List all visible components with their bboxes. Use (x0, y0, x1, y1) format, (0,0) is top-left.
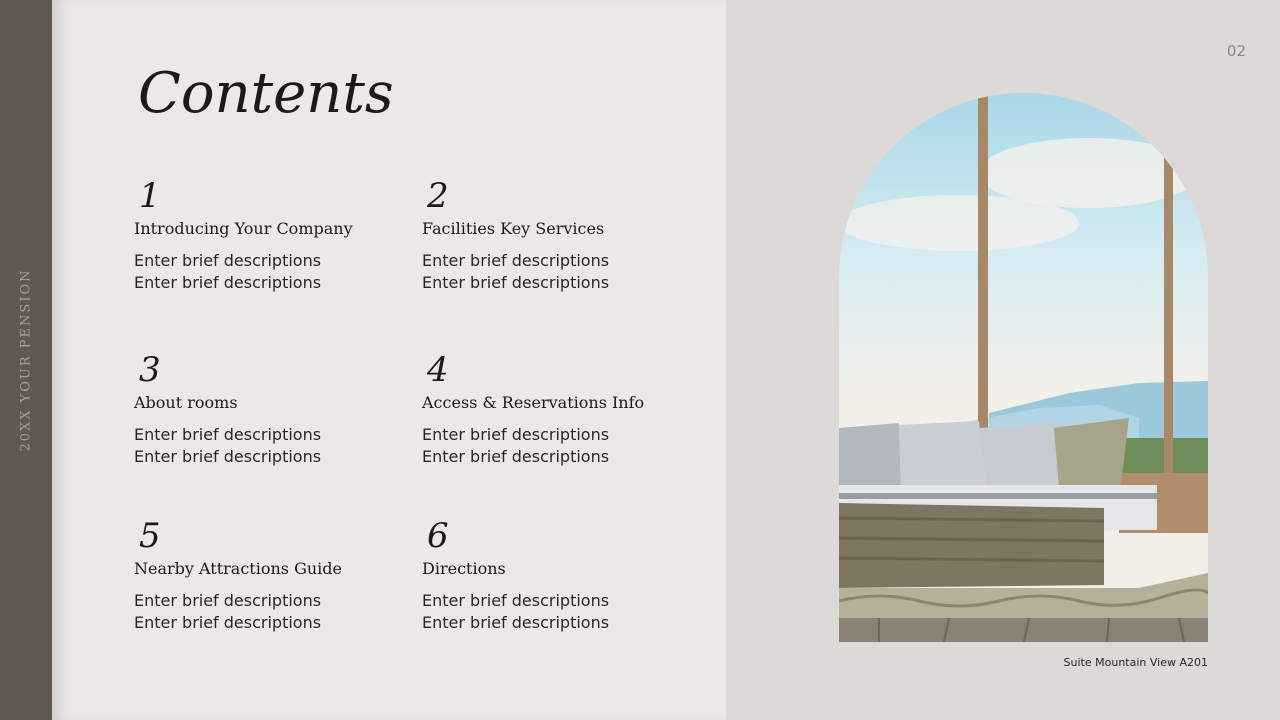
window-frame (1164, 143, 1173, 493)
bed-base (839, 503, 1104, 588)
description-line: Enter brief descriptions (422, 613, 610, 632)
item-number: 6 (427, 516, 449, 556)
floor (839, 618, 1208, 642)
item-description (134, 424, 404, 468)
item-description (422, 250, 692, 294)
mattress-stripe (839, 493, 1157, 499)
item-description (422, 590, 692, 634)
description-line: Enter brief descriptions (422, 273, 610, 292)
description-line: Enter brief descriptions (134, 425, 322, 444)
contents-item-4 (422, 350, 692, 468)
item-number: 5 (139, 516, 161, 556)
bedroom-photo (839, 93, 1208, 642)
description-line: Enter brief descriptions (422, 447, 610, 466)
description-line: Enter brief descriptions (134, 591, 322, 610)
pillow (899, 421, 987, 491)
description-line: Enter brief descriptions (422, 591, 610, 610)
description-line: Enter brief descriptions (134, 273, 322, 292)
item-title: Facilities Key Services (422, 219, 605, 238)
item-title: About rooms (134, 393, 238, 412)
contents-item-6 (422, 516, 692, 634)
pillow (979, 423, 1064, 489)
description-line: Enter brief descriptions (134, 613, 322, 632)
item-number: 4 (427, 350, 449, 390)
slide-title: Contents (138, 61, 394, 126)
item-number: 1 (139, 176, 161, 216)
cloud (839, 195, 1079, 251)
item-title: Nearby Attractions Guide (134, 559, 342, 578)
side-label: 20XX YOUR PENSION (18, 268, 34, 452)
description-line: Enter brief descriptions (134, 447, 322, 466)
item-title: Directions (422, 559, 506, 578)
photo-caption: Suite Mountain View A201 (1063, 656, 1208, 669)
contents-item-2 (422, 176, 692, 294)
item-number: 2 (427, 176, 449, 216)
contents-item-1 (134, 176, 404, 294)
description-line: Enter brief descriptions (134, 251, 322, 270)
item-description (422, 424, 692, 468)
item-title: Introducing Your Company (134, 219, 353, 238)
item-description (134, 590, 404, 634)
description-line: Enter brief descriptions (422, 251, 610, 270)
item-description (134, 250, 404, 294)
contents-item-5 (134, 516, 404, 634)
contents-item-3 (134, 350, 404, 468)
bedroom-illustration (839, 93, 1208, 642)
item-title: Access & Reservations Info (422, 393, 645, 412)
item-number: 3 (139, 350, 161, 390)
pillow (1054, 418, 1129, 488)
page-number: 02 (1226, 42, 1246, 60)
side-bar (0, 0, 52, 720)
pillow (839, 423, 901, 493)
description-line: Enter brief descriptions (422, 425, 610, 444)
